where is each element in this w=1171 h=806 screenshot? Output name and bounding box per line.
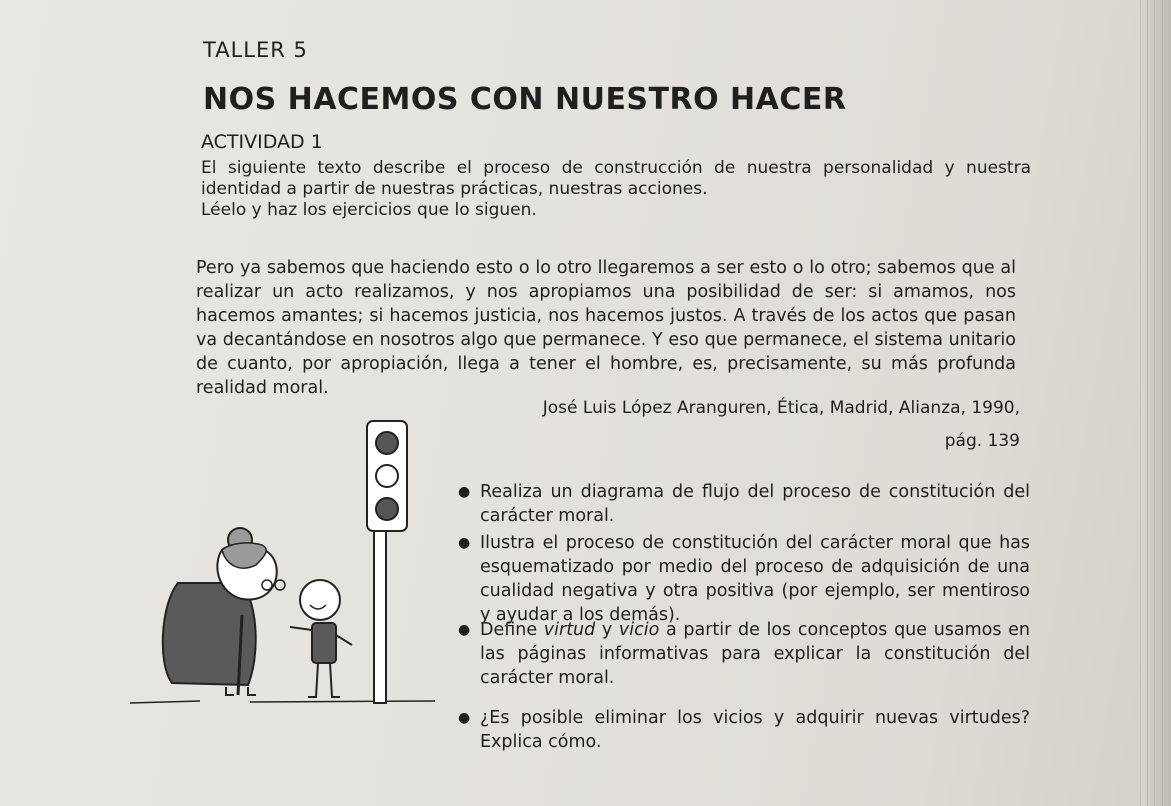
quote-paragraph: Pero ya sabemos que haciendo esto o lo otro llegaremos a ser esto o lo otro; sabemos que al realizar un acto realizamos, y nos apropiamos una posibilidad de ser: si amamos, nos hacemos amantes; si hacemos justicia, nos hacemos justos. A través de los actos que pasan va decantándose en nosotros algo que permanece. Y eso que permanece, el sistema unitario de cuanto, por apropiación, llega a tener el hombre, es, precisamente, su más profunda realidad moral. — [196, 258, 1016, 398]
q3-part-2: y — [595, 620, 619, 640]
grandmother-child-traffic-light-illustration — [130, 415, 460, 715]
quote-page: pág. 139 — [944, 431, 1020, 451]
intro-line-3: Léelo y haz los ejercicios que lo siguen. — [201, 200, 537, 220]
question-2 — [458, 531, 1030, 627]
q3-part-1: Define — [480, 620, 544, 640]
term-vicio: vicio — [618, 620, 660, 640]
question-3 — [458, 618, 1030, 690]
question-2-text: Ilustra el proceso de constitución del carácter moral que has esquematizado por medio del proceso de adquisición de una cualidad negativa y otra positiva (por ejemplo, ser mentiroso y ayudar a los demás). — [480, 533, 1030, 625]
term-virtud: virtud — [543, 620, 596, 640]
question-1-text: Realiza un diagrama de flujo del proceso de constitución del carácter moral. — [480, 482, 1030, 526]
bullet-icon: ● — [458, 622, 471, 638]
page-title: NOS HACEMOS CON NUESTRO HACER — [203, 82, 847, 117]
intro-line-2: identidad a partir de nuestras prácticas, nuestras acciones. — [201, 179, 708, 199]
question-4-text: ¿Es posible eliminar los vicios y adquirir nuevas virtudes? Explica cómo. — [480, 708, 1030, 752]
bullet-icon: ● — [458, 484, 471, 500]
bullet-icon: ● — [458, 710, 471, 726]
question-4 — [458, 706, 1030, 754]
workshop-number: TALLER 5 — [203, 38, 308, 62]
activity-intro — [201, 158, 1031, 221]
question-1 — [458, 480, 1030, 528]
activity-label: ACTIVIDAD 1 — [201, 131, 323, 153]
page-edge — [1140, 0, 1171, 806]
quote-citation: José Luis López Aranguren, Ética, Madrid, Alianza, 1990, — [542, 398, 1020, 418]
intro-line-1: El siguiente texto describe el proceso de construcción de nuestra personalidad y nuestra — [201, 158, 1031, 178]
question-3-text — [480, 618, 1030, 690]
bullet-icon: ● — [458, 535, 471, 551]
q3-part-3: a partir de los conceptos que usamos en las páginas informativas para explicar la constitución del carácter moral. — [480, 620, 1030, 688]
